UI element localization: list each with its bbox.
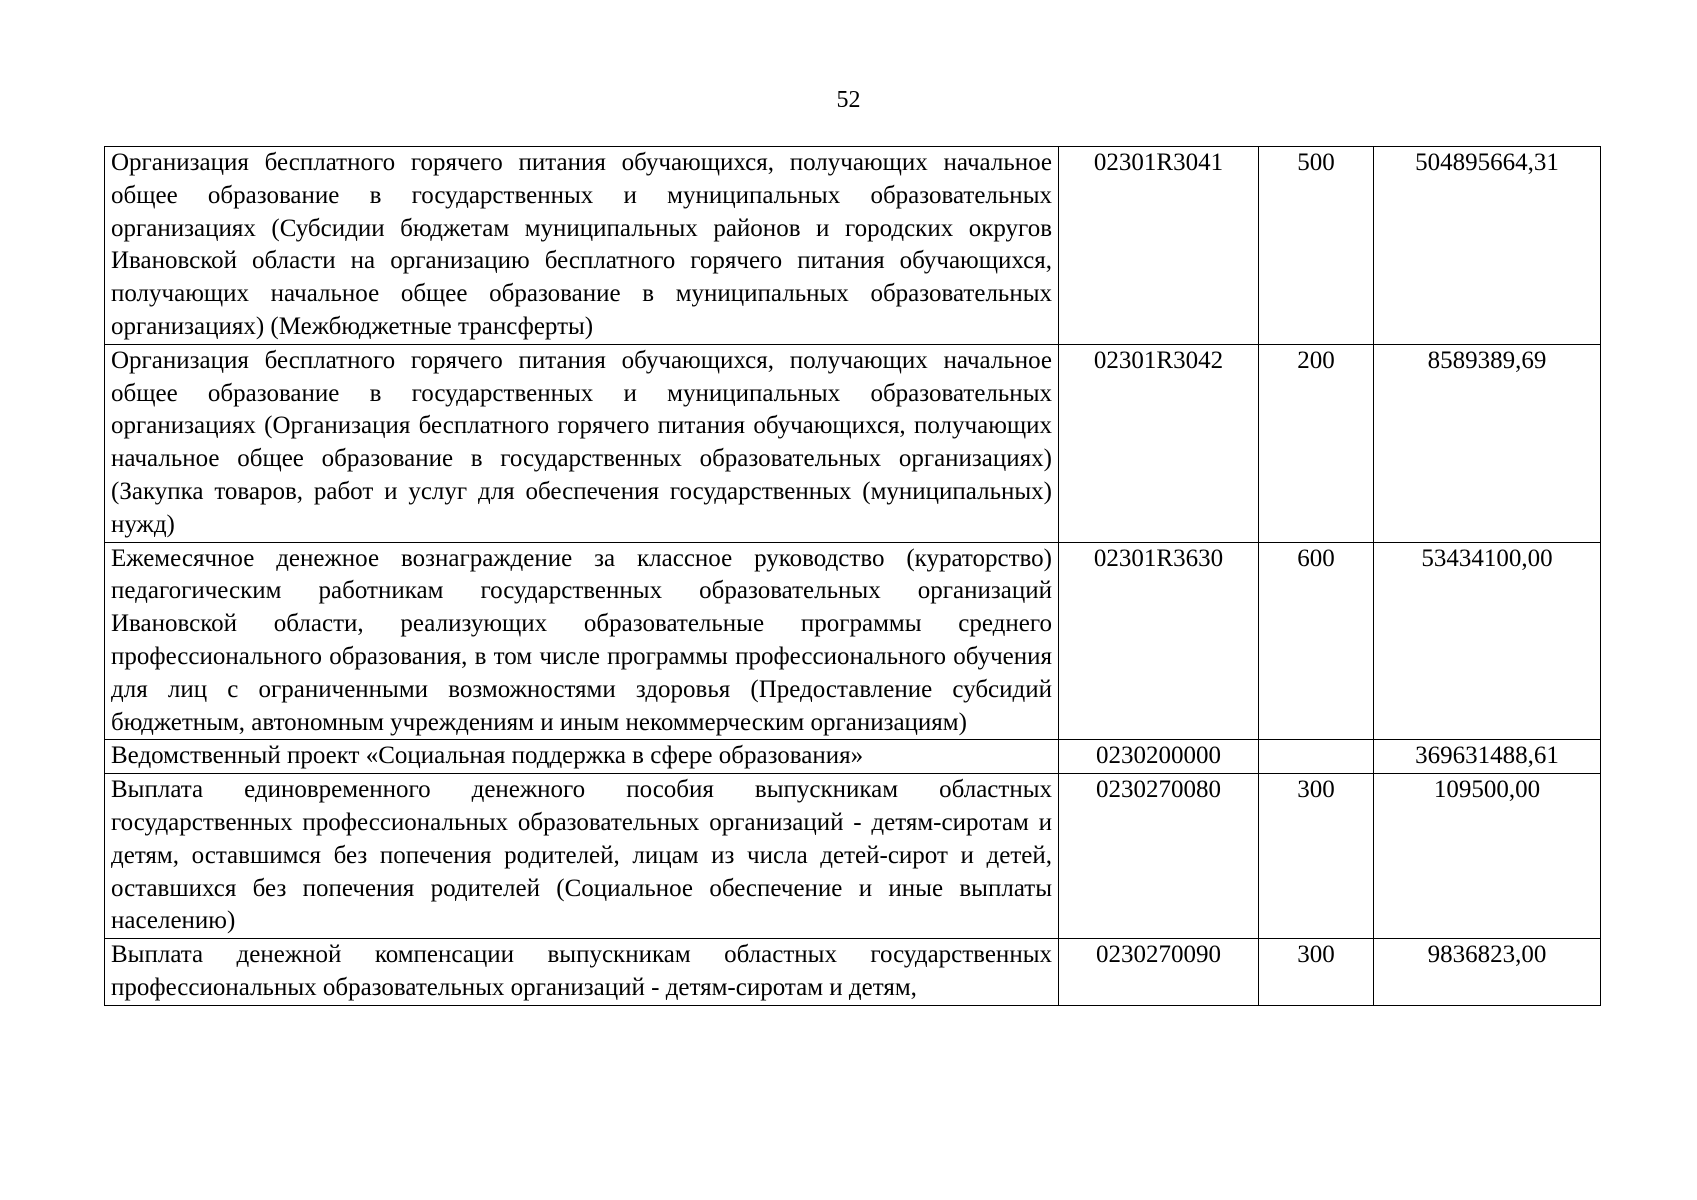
table-row <box>105 774 1601 939</box>
row-amount: 53434100,00 <box>1374 542 1601 740</box>
row-target-code: 0230270080 <box>1059 774 1259 939</box>
row-target-code: 02301R3042 <box>1059 344 1259 542</box>
row-target-code: 0230200000 <box>1059 740 1259 774</box>
table-row <box>105 939 1601 1006</box>
row-amount: 504895664,31 <box>1374 147 1601 345</box>
row-description: Организация бесплатного горячего питания обучающихся, получающих начальное общее образование в государственных и муниципальных образовательных организациях (Субсидии бюджетам муниципальных районов и городских округов Ивановской области на организацию бесплатного горячего питания обучающихся, получающих начальное общее образование в муниципальных образовательных организациях) (Межбюджетные трансферты) <box>105 147 1059 345</box>
row-description: Выплата единовременного денежного пособия выпускникам областных государственных профессиональных образовательных организаций - детям-сиротам и детям, оставшимся без попечения родителей, лицам из числа детей-сирот и детей, оставшихся без попечения родителей (Социальное обеспечение и иные выплаты населению) <box>105 774 1059 939</box>
row-description: Организация бесплатного горячего питания обучающихся, получающих начальное общее образование в государственных и муниципальных образовательных организациях (Организация бесплатного горячего питания обучающихся, получающих начальное общее образование в государственных образовательных организациях) (Закупка товаров, работ и услуг для обеспечения государственных (муниципальных) нужд) <box>105 344 1059 542</box>
table-row <box>105 542 1601 740</box>
row-description: Ведомственный проект «Социальная поддержка в сфере образования» <box>105 740 1059 774</box>
budget-table <box>104 146 1601 1006</box>
page-number: 52 <box>836 87 861 113</box>
row-target-code: 0230270090 <box>1059 939 1259 1006</box>
row-amount: 9836823,00 <box>1374 939 1601 1006</box>
row-expense-type: 500 <box>1259 147 1374 345</box>
row-amount: 109500,00 <box>1374 774 1601 939</box>
row-amount: 8589389,69 <box>1374 344 1601 542</box>
row-description: Выплата денежной компенсации выпускникам областных государственных профессиональных образовательных организаций - детям-сиротам и детям, <box>105 939 1059 1006</box>
row-expense-type: 600 <box>1259 542 1374 740</box>
row-amount: 369631488,61 <box>1374 740 1601 774</box>
row-expense-type: 300 <box>1259 774 1374 939</box>
row-expense-type <box>1259 740 1374 774</box>
table-row <box>105 740 1601 774</box>
row-target-code: 02301R3041 <box>1059 147 1259 345</box>
row-expense-type: 200 <box>1259 344 1374 542</box>
row-description: Ежемесячное денежное вознаграждение за классное руководство (кураторство) педагогическим работникам государственных образовательных организаций Ивановской области, реализующих образовательные программы среднего профессионального образования, в том числе программы профессионального обучения для лиц с ограниченными возможностями здоровья (Предоставление субсидий бюджетным, автономным учреждениям и иным некоммерческим организациям) <box>105 542 1059 740</box>
table-row <box>105 344 1601 542</box>
row-target-code: 02301R3630 <box>1059 542 1259 740</box>
table-row <box>105 147 1601 345</box>
row-expense-type: 300 <box>1259 939 1374 1006</box>
